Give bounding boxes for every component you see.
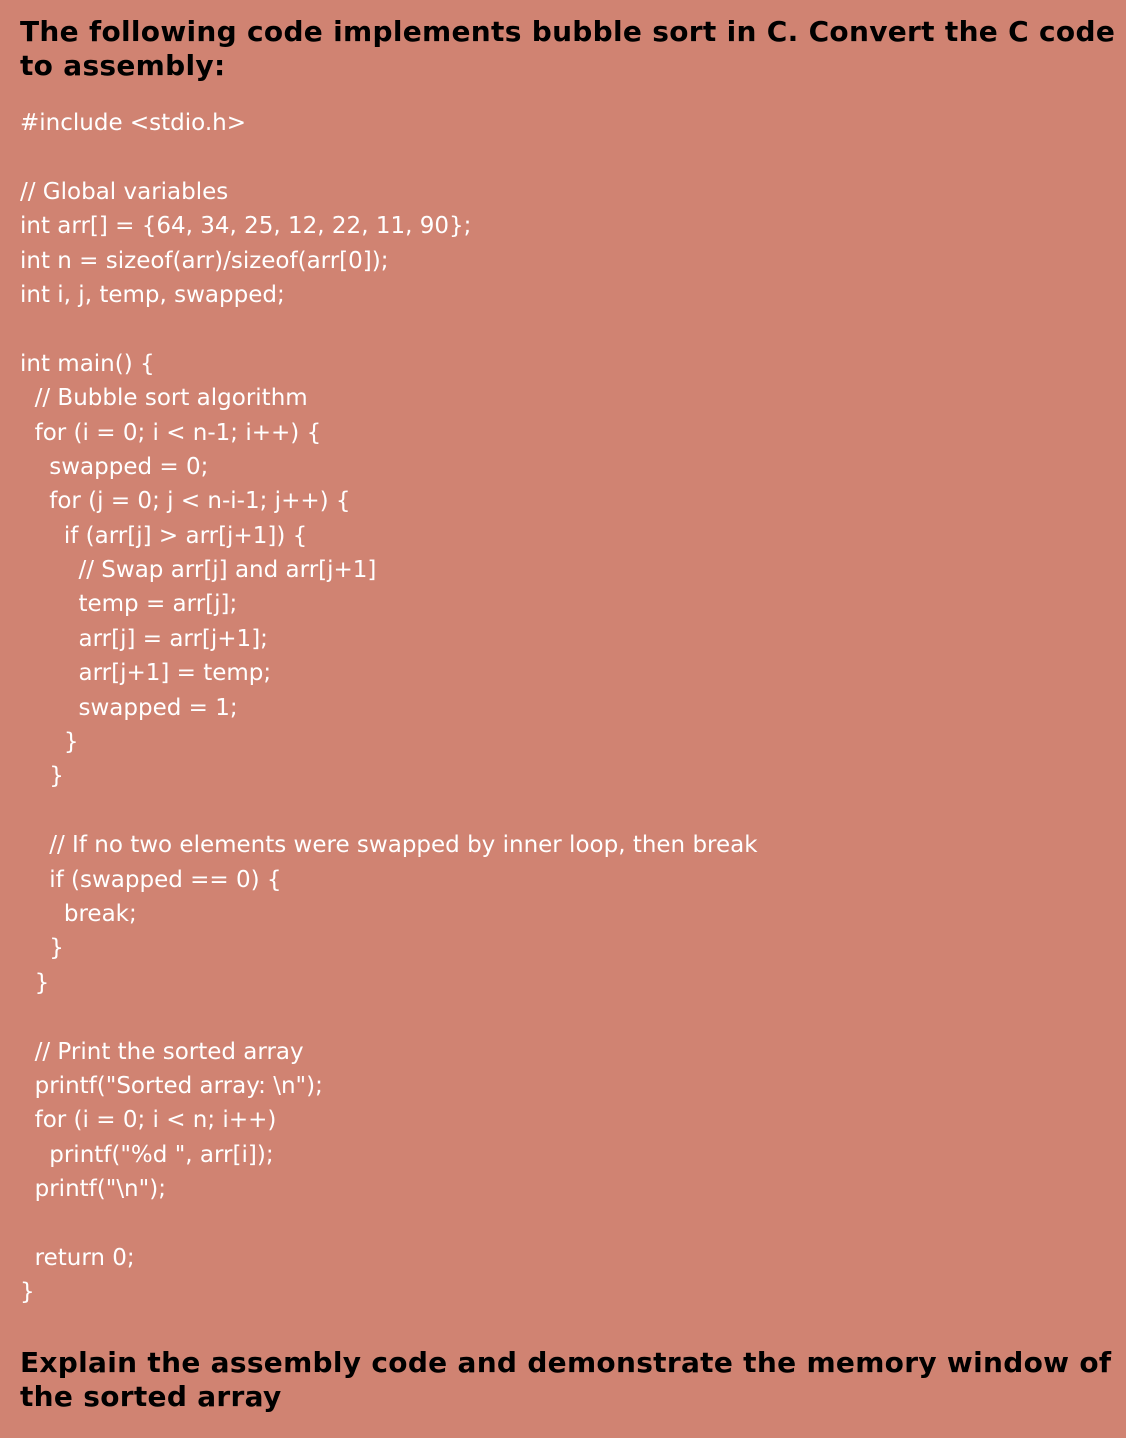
code-line: int main() { [20,350,155,377]
code-line: } [20,935,64,962]
code-line: } [20,1279,35,1306]
code-line: printf("Sorted array: \n"); [20,1072,323,1099]
code-line: if (arr[j] > arr[j+1]) { [20,522,308,549]
code-line: temp = arr[j]; [20,591,238,618]
code-line [20,1207,1110,1241]
code-line: #include <stdio.h> [20,110,247,136]
code-line: swapped = 0; [20,453,209,480]
code-line: printf("\n"); [20,1176,166,1203]
code-line: arr[j+1] = temp; [20,660,272,687]
code-line: } [20,729,79,756]
code-line: int i, j, temp, swapped; [20,281,285,308]
code-line: int arr[] = {64, 34, 25, 12, 22, 11, 90}; [20,213,472,240]
code-line: for (j = 0; j < n-i-1; j++) { [20,488,351,515]
code-line: swapped = 1; [20,694,238,721]
task-heading: The following code implements bubble sort in C. Convert the C code to assembly: [20,15,1116,82]
code-line: if (swapped == 0) { [20,866,282,893]
code-line: // Bubble sort algorithm [20,385,308,412]
code-line [20,794,1110,828]
code-line [20,312,1110,346]
code-line: for (i = 0; i < n; i++) [20,1107,277,1134]
code-line: // Swap arr[j] and arr[j+1] [20,557,377,584]
code-line: } [20,763,64,790]
code-line: return 0; [20,1244,135,1271]
code-line: printf("%d ", arr[i]); [20,1141,274,1168]
code-line: // If no two elements were swapped by inner loop, then break [20,832,758,859]
code-line: arr[j] = arr[j+1]; [20,625,268,652]
code-line: // Print the sorted array [20,1038,304,1065]
code-line [20,1000,1110,1034]
code-line: int n = sizeof(arr)/sizeof(arr[0]); [20,247,389,274]
code-line: } [20,969,50,996]
code-block [20,106,1110,1310]
code-line [20,140,1110,174]
code-line: // Global variables [20,178,229,205]
task-followup-heading: Explain the assembly code and demonstrate the memory window of the sorted array [20,1346,1112,1413]
code-line: break; [20,900,137,927]
code-line: for (i = 0; i < n-1; i++) { [20,419,322,446]
